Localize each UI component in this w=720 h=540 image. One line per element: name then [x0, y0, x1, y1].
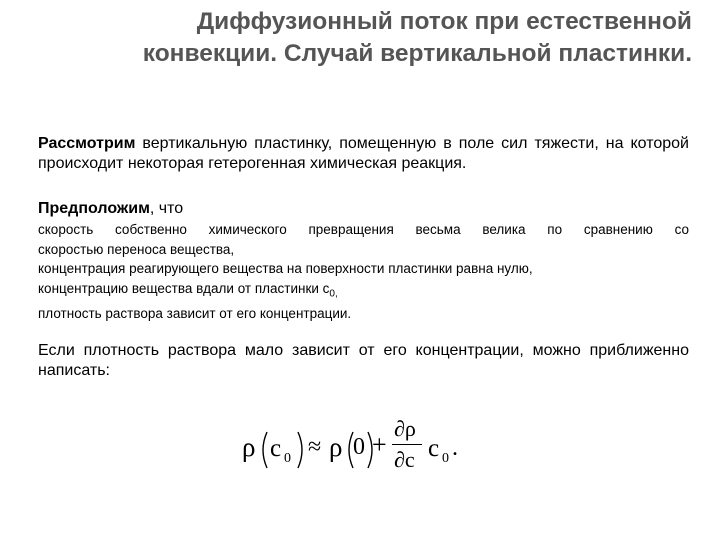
formula-sub0-left: 0 — [284, 451, 291, 466]
formula-sub0-right: 0 — [442, 451, 449, 466]
intro-paragraph — [38, 134, 689, 174]
formula-c-left: c — [270, 435, 282, 462]
condition-2: концентрация реагирующего вещества на поверхности пластинки равна нулю, — [38, 261, 533, 276]
formula-paren-close-1 — [296, 430, 308, 470]
formula-plus: + — [372, 430, 387, 459]
assume-text: , что — [149, 200, 184, 217]
density-formula — [242, 416, 482, 480]
formula-partial-c: ∂c — [394, 447, 415, 472]
formula-rho-left: ρ — [242, 432, 256, 462]
title-line-2: конвекции. Случай вертикальной пластинки. — [142, 40, 692, 67]
condition-3 — [38, 279, 689, 304]
intro-keyword: Рассмотрим — [38, 135, 136, 152]
conditions-list — [38, 220, 689, 323]
condition-3-text: концентрацию вещества вдали от пластинки c — [38, 280, 330, 296]
condition-3-subscript: 0, — [329, 288, 338, 300]
formula-period: . — [452, 435, 458, 461]
slide-title — [60, 6, 692, 70]
title-line-1: Диффузионный поток при естественной — [196, 8, 692, 35]
assume-paragraph — [38, 199, 689, 219]
conclusion-paragraph: Если плотность раствора мало зависит от его концентрации, можно приближенно написать: — [38, 342, 689, 379]
formula-rho-mid: ρ — [329, 432, 343, 462]
formula-paren-open-1 — [257, 430, 269, 470]
intro-text: вертикальную пластинку, помещенную в поле сил тяжести, на которой происходит некоторая гетерогенная химическая реакция. — [38, 135, 689, 172]
condition-1-line-1: скорость собственно химического превращения весьма велика по сравнению со — [38, 222, 689, 237]
assume-keyword: Предположим — [38, 200, 150, 217]
formula-zero: 0 — [353, 434, 365, 460]
formula-approx: ≈ — [308, 434, 322, 460]
condition-4: плотность раствора зависит от его концентрации. — [38, 305, 352, 321]
formula-c-right: c — [428, 435, 440, 462]
condition-1-line-2: скоростью переноса вещества, — [38, 241, 235, 257]
formula-partial-rho: ∂ρ — [394, 416, 416, 441]
formula-fraction-bar — [392, 444, 422, 445]
